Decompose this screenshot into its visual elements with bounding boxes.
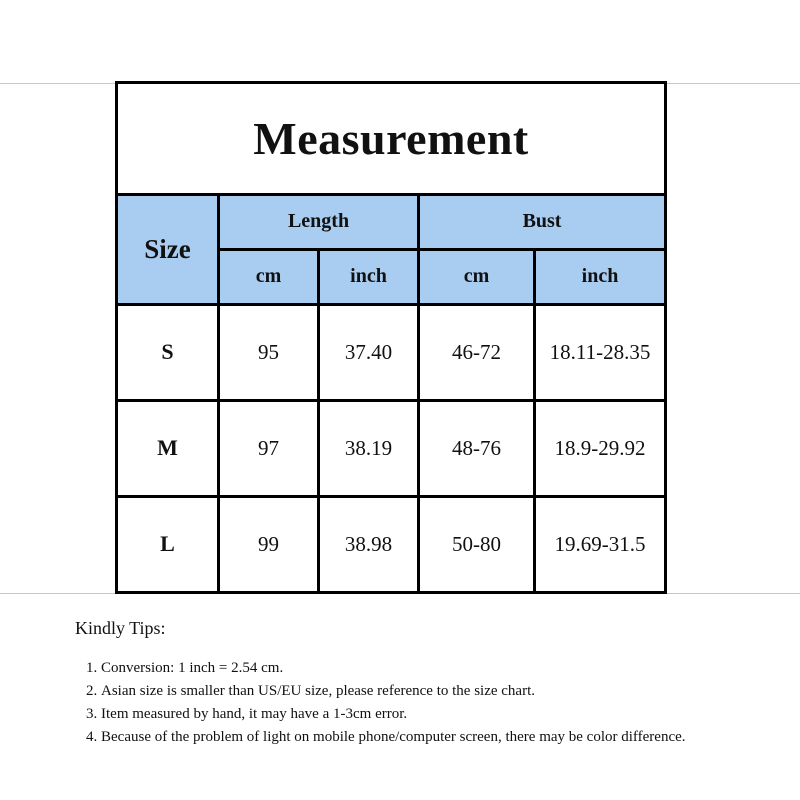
size-cell: L [117,496,219,592]
bust-cm-cell: 48-76 [419,400,535,496]
table-row [117,400,666,496]
size-chart-table [115,81,667,594]
table-row [117,304,666,400]
length-cm-header: cm [219,249,319,304]
bust-inch-header: inch [535,249,666,304]
bust-cm-cell: 50-80 [419,496,535,592]
table-row [117,496,666,592]
length-inch-cell: 38.19 [319,400,419,496]
length-inch-header: inch [319,249,419,304]
length-inch-cell: 37.40 [319,304,419,400]
bust-cm-header: cm [419,249,535,304]
bust-header: Bust [419,194,666,249]
length-cm-cell: 97 [219,400,319,496]
length-cm-cell: 95 [219,304,319,400]
size-header: Size [117,194,219,304]
tips-title: Kindly Tips: [75,618,166,638]
length-inch-cell: 38.98 [319,496,419,592]
bust-inch-cell: 18.11-28.35 [535,304,666,400]
tips-list [75,657,735,749]
bust-inch-cell: 19.69-31.5 [535,496,666,592]
table-title: Measurement [117,83,666,195]
tip-item: 4. Because of the problem of light on mobile phone/computer screen, there may be color difference. [101,726,735,749]
size-cell: M [117,400,219,496]
bust-inch-cell: 18.9-29.92 [535,400,666,496]
size-cell: S [117,304,219,400]
kindly-tips [75,618,735,749]
length-header: Length [219,194,419,249]
length-cm-cell: 99 [219,496,319,592]
tip-item: 1. Conversion: 1 inch = 2.54 cm. [101,657,735,680]
bust-cm-cell: 46-72 [419,304,535,400]
tip-item: 2. Asian size is smaller than US/EU size, please reference to the size chart. [101,680,735,703]
tip-item: 3. Item measured by hand, it may have a 1-3cm error. [101,703,735,726]
